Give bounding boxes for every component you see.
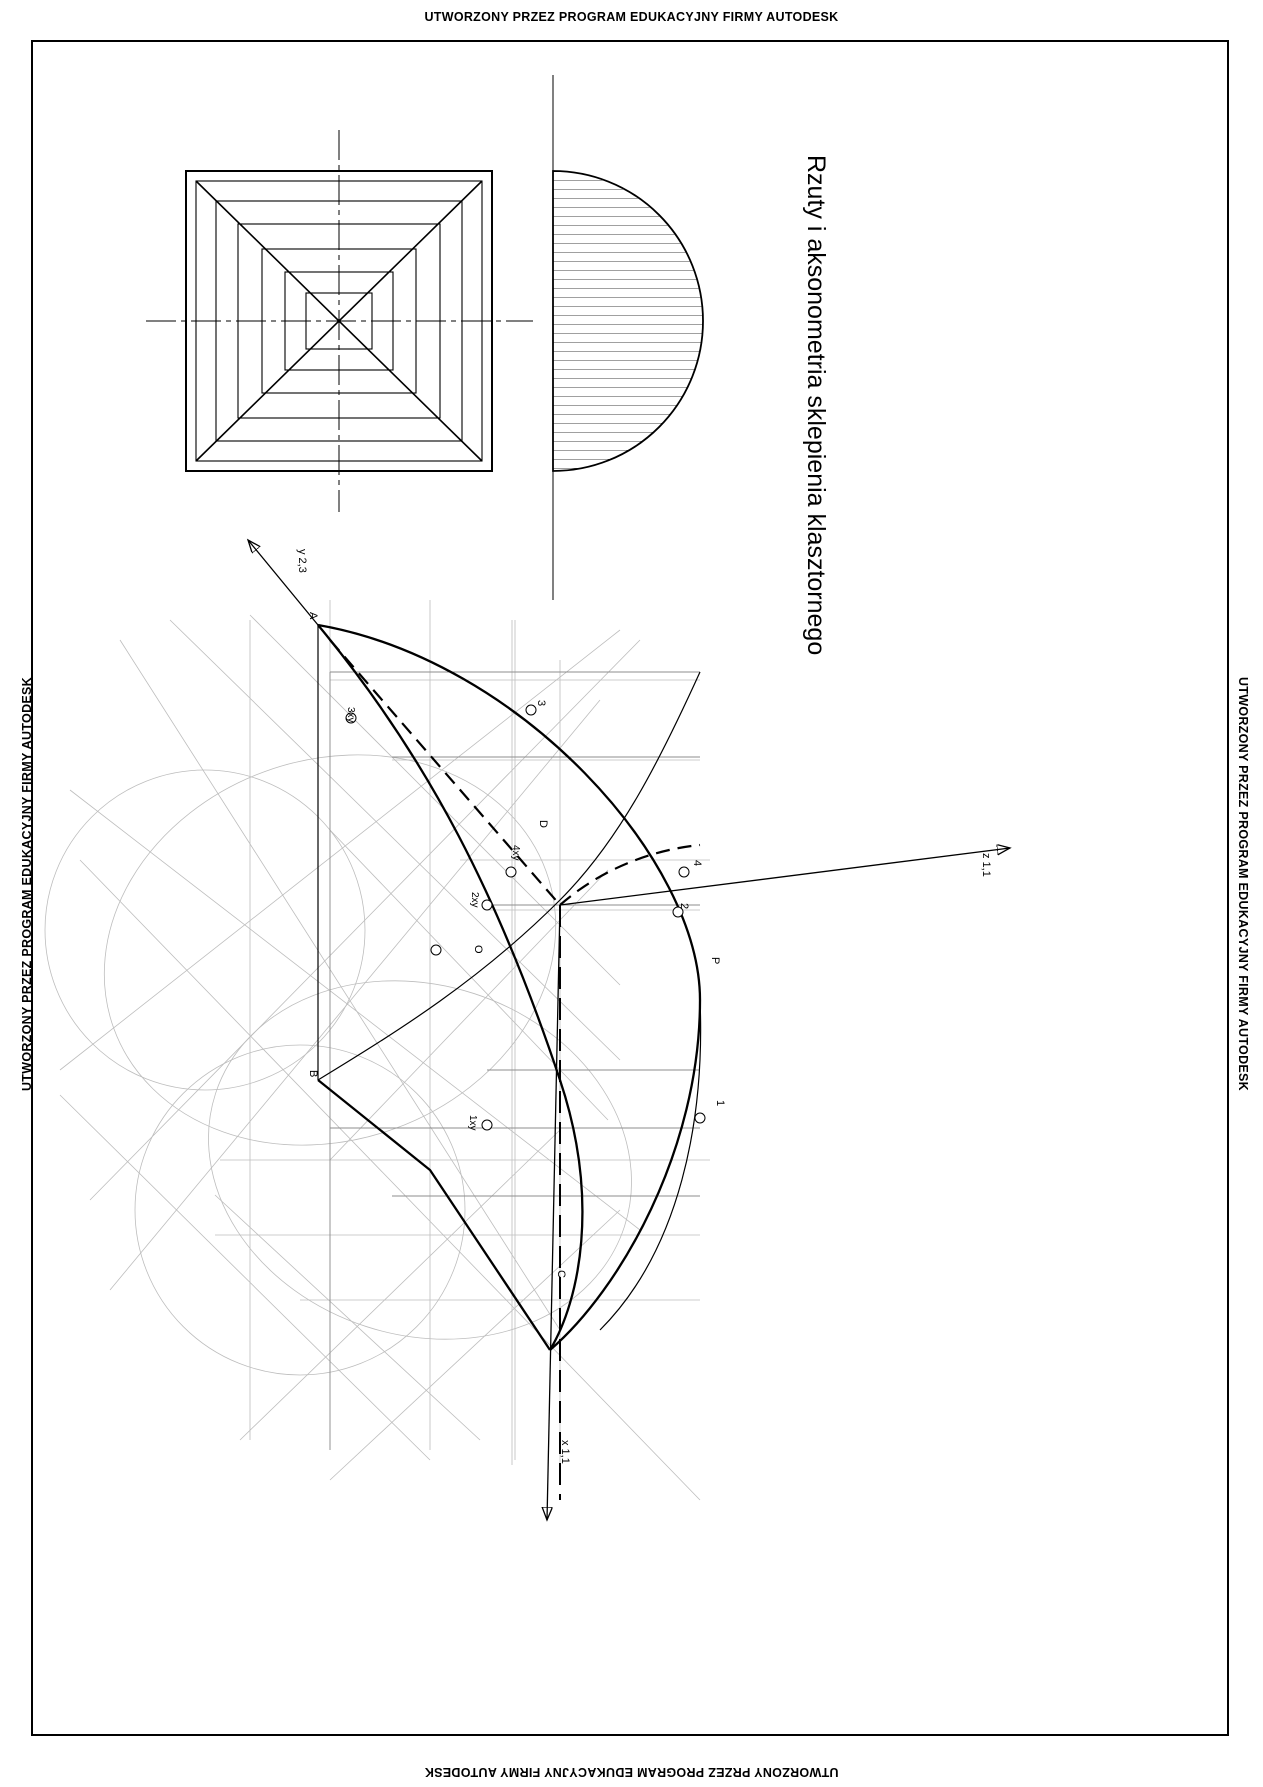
point-markers	[346, 705, 705, 1130]
drawing-labels	[296, 549, 992, 1464]
label-y-axis: y 2,3	[296, 549, 308, 573]
label-point-A: A	[307, 612, 319, 620]
label-point-3xy: 3xy	[345, 707, 356, 723]
coordinate-axes	[248, 540, 1010, 1520]
plan-view	[146, 130, 533, 512]
label-point-P: P	[709, 957, 721, 965]
page-title: Rzuty i aksonometria sklepienia klasztornego	[802, 155, 830, 656]
label-point-B: B	[307, 1070, 319, 1078]
watermark-right: UTWORZONY PRZEZ PROGRAM EDUKACYJNY FIRMY AUTODESK	[1236, 676, 1250, 1092]
label-point-C: C	[555, 1270, 567, 1278]
construction-lines	[45, 600, 710, 1500]
label-point-3: 3	[535, 700, 547, 707]
watermark-top: UTWORZONY PRZEZ PROGRAM EDUKACYJNY FIRMY AUTODESK	[424, 10, 839, 24]
label-point-4xy: 4xy	[510, 845, 521, 861]
label-point-2: 2	[678, 903, 690, 910]
label-x-axis: x 1,1	[559, 1440, 571, 1464]
label-point-1: 1	[714, 1100, 726, 1107]
label-point-4: 4	[691, 860, 703, 867]
elevation-view	[553, 75, 703, 600]
watermark-left: UTWORZONY PRZEZ PROGRAM EDUKACYJNY FIRMY AUTODESK	[20, 676, 34, 1092]
label-point-2xy: 2xy	[469, 892, 480, 908]
vault-axonometry	[318, 625, 701, 1500]
watermark-bottom: UTWORZONY PRZEZ PROGRAM EDUKACYJNY FIRMY AUTODESK	[424, 1765, 839, 1779]
label-point-D: D	[537, 820, 549, 828]
label-point-O: O	[472, 945, 484, 954]
label-z-axis: z 1,1	[980, 853, 992, 877]
label-point-1xy: 1xy	[467, 1115, 478, 1131]
